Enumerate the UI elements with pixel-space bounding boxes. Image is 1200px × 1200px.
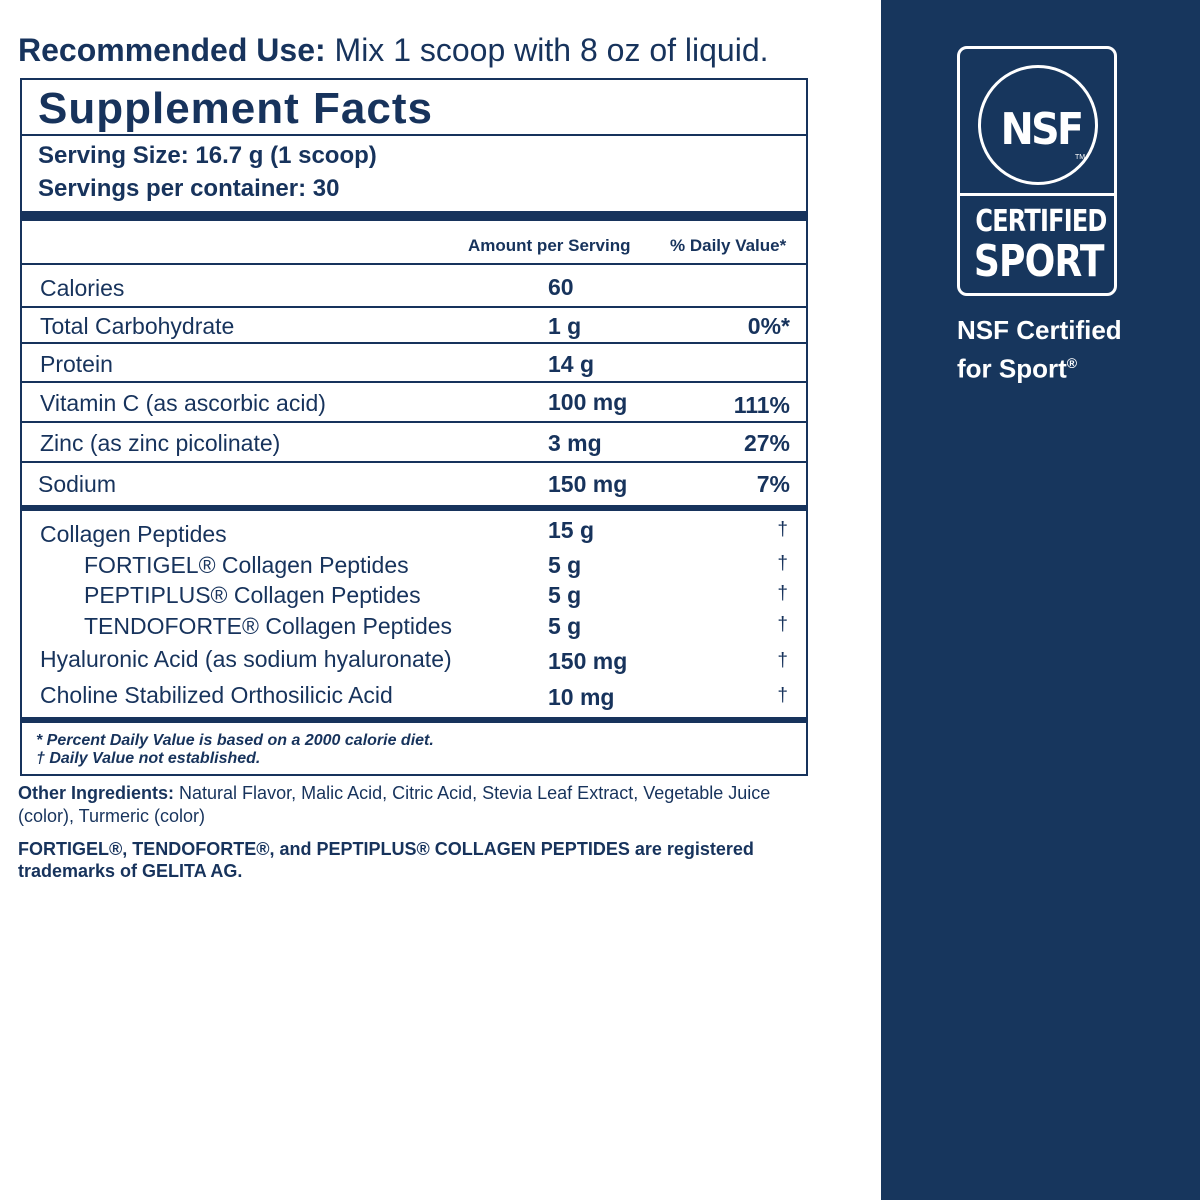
registered-mark: ®: [1066, 355, 1078, 371]
recommended-use-label: Recommended Use:: [18, 32, 326, 68]
nutrient-amount: 1 g: [548, 313, 582, 339]
ingredient-amount: 5 g: [548, 552, 582, 578]
nsf-logo-text: NSF: [1000, 104, 1082, 155]
other-ingredients: [18, 782, 828, 828]
ingredient-label: Choline Stabilized Orthosilicic Acid: [40, 682, 393, 708]
nutrient-amount: 150 mg: [548, 471, 628, 497]
dagger-mark: †: [777, 685, 788, 706]
nutrient-daily-value: 0%*: [747, 313, 790, 339]
ingredient-label: Hyaluronic Acid (as sodium hyaluronate): [40, 646, 452, 672]
side-caption-line-2-text: for Sport: [957, 353, 1067, 384]
divider: [22, 421, 806, 423]
nsf-logo-circle: [978, 65, 1098, 185]
dagger-mark: †: [777, 519, 788, 540]
divider: [22, 263, 806, 265]
thick-divider: [22, 505, 806, 511]
trademark-note: FORTIGEL®, TENDOFORTE®, and PEPTIPLUS® COLLAGEN PEPTIDES are registered trademarks of GELITA AG.: [18, 839, 754, 881]
column-header-daily-value: % Daily Value*: [670, 236, 787, 255]
nutrient-label: Total Carbohydrate: [40, 313, 235, 339]
other-ingredients-label: Other Ingredients:: [18, 783, 175, 803]
badge-sport-text: SPORT: [973, 236, 1104, 287]
badge-divider: [960, 193, 1114, 196]
ingredient-amount: 5 g: [548, 582, 582, 608]
footnote-not-established: † Daily Value not established.: [36, 750, 261, 767]
dagger-mark: †: [777, 553, 788, 574]
divider: [22, 342, 806, 344]
ingredient-label: FORTIGEL® Collagen Peptides: [84, 552, 409, 578]
ingredient-amount: 10 mg: [548, 684, 615, 710]
side-caption-line-2: [957, 347, 1122, 386]
facts-title: Supplement Facts: [38, 84, 433, 133]
divider: [22, 461, 806, 463]
ingredient-amount: 5 g: [548, 613, 582, 639]
ingredient-amount: 15 g: [548, 517, 595, 543]
dagger-mark: †: [777, 583, 788, 604]
nutrient-daily-value: 7%: [756, 471, 790, 497]
nutrient-daily-value: 27%: [743, 430, 790, 456]
ingredient-label: Collagen Peptides: [40, 521, 227, 547]
badge-certified-text: CERTIFIED: [975, 204, 1107, 239]
nutrient-label: Vitamin C (as ascorbic acid): [40, 390, 326, 416]
nutrient-label: Protein: [40, 351, 113, 377]
dagger-mark: †: [777, 614, 788, 635]
supplement-facts-panel: [20, 78, 808, 776]
nutrient-label: Calories: [40, 275, 125, 301]
certification-panel: [881, 0, 1200, 1200]
footnote-daily-value: * Percent Daily Value is based on a 2000 calorie diet.: [36, 732, 434, 749]
divider: [22, 134, 806, 136]
nutrient-amount: 14 g: [548, 351, 595, 377]
ingredient-label: TENDOFORTE® Collagen Peptides: [84, 613, 453, 639]
recommended-use-text: Mix 1 scoop with 8 oz of liquid.: [334, 32, 769, 68]
badge-logo-area: [960, 49, 1114, 193]
nutrient-label: Zinc (as zinc picolinate): [40, 430, 281, 456]
recommended-use: [18, 32, 769, 69]
divider: [22, 306, 806, 308]
divider: [22, 381, 806, 383]
ingredient-label: PEPTIPLUS® Collagen Peptides: [84, 582, 421, 608]
other-ingredients-text: Natural Flavor, Malic Acid, Citric Acid, Stevia Leaf Extract, Vegetable Juice (color), Turmeric (color): [18, 783, 771, 826]
nutrient-amount: 100 mg: [548, 389, 628, 415]
nutrient-amount: 3 mg: [548, 430, 602, 456]
servings-per-container: Servings per container: 30: [38, 175, 340, 202]
trademark-symbol: TM: [1075, 154, 1086, 161]
nsf-certified-sport-badge: [957, 46, 1117, 296]
nutrient-daily-value: 111%: [733, 392, 790, 418]
column-header-amount: Amount per Serving: [468, 236, 631, 255]
ingredient-amount: 150 mg: [548, 648, 628, 674]
side-caption-line-1: NSF Certified: [957, 315, 1122, 345]
nutrient-amount: 60: [548, 274, 574, 300]
serving-size: Serving Size: 16.7 g (1 scoop): [38, 142, 377, 169]
side-caption: [957, 314, 1122, 386]
nutrient-label: Sodium: [38, 471, 116, 497]
dagger-mark: †: [777, 650, 788, 671]
thick-divider: [22, 211, 806, 221]
thick-divider: [22, 717, 806, 723]
